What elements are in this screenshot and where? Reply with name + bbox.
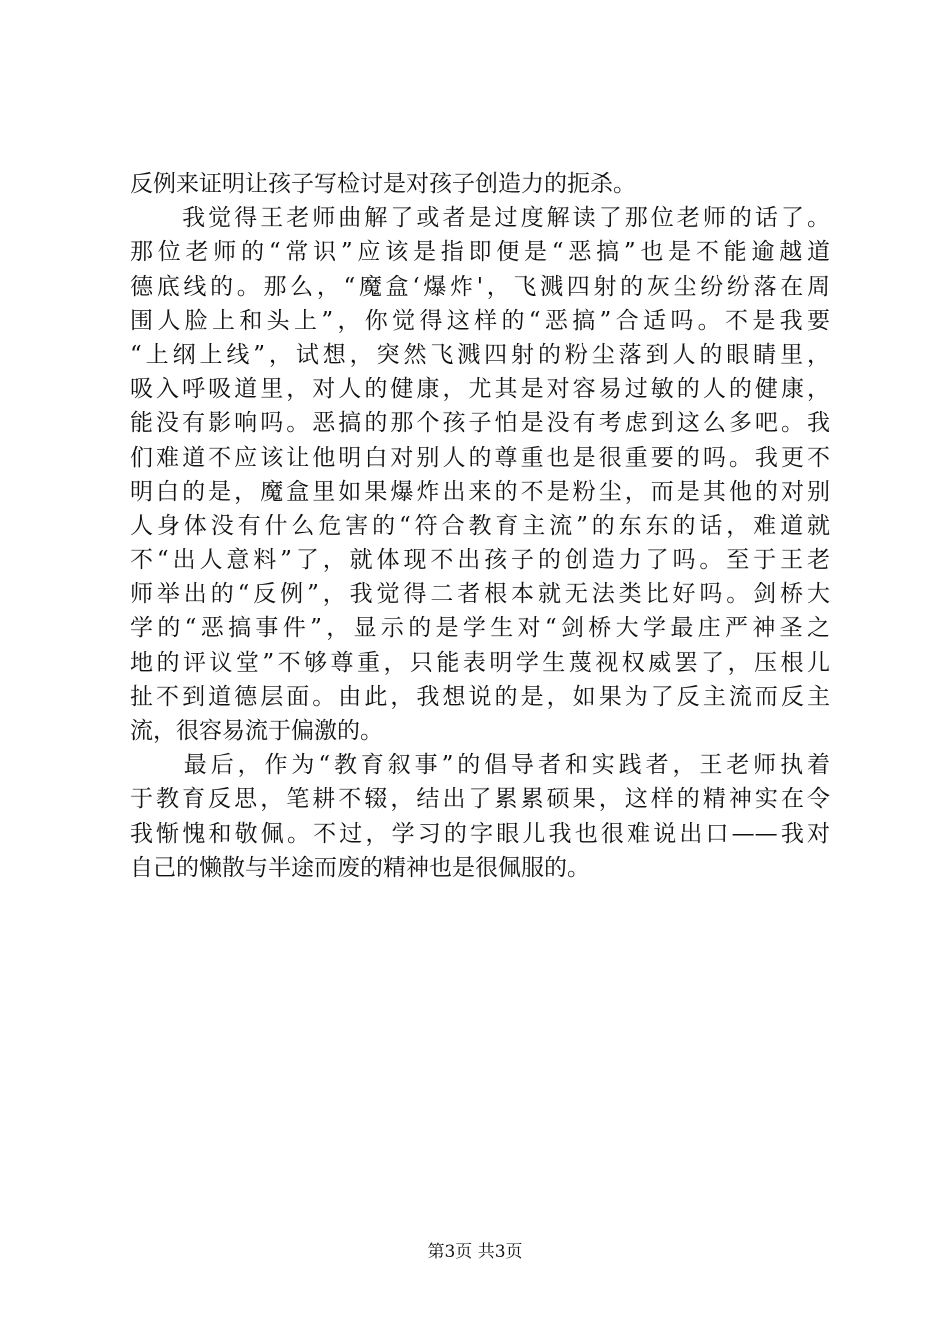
text-line: 那位老师的“常识”应该是指即便是“恶搞”也是不能逾越道 xyxy=(130,239,830,266)
text-line: 最后，作为“教育叙事”的倡导者和实践者，王老师执着 xyxy=(130,752,830,779)
text-line: 我惭愧和敬佩。不过，学习的字眼儿我也很难说出口——我对 xyxy=(130,820,830,847)
text-line: 吸入呼吸道里，对人的健康，尤其是对容易过敏的人的健康， xyxy=(130,376,830,403)
text-line: 地的评议堂”不够尊重，只能表明学生蔑视权威罢了，压根儿 xyxy=(130,649,830,676)
text-line: 流，很容易流于偏激的。 xyxy=(130,718,383,744)
text-line: 我觉得王老师曲解了或者是过度解读了那位老师的话了。 xyxy=(130,205,830,232)
text-line: 师举出的“反例”，我觉得二者根本就无法类比好吗。剑桥大 xyxy=(130,581,830,608)
text-line: “上纲上线”，试想，突然飞溅四射的粉尘落到人的眼睛里， xyxy=(130,341,830,368)
text-line: 不“出人意料”了，就体现不出孩子的创造力了吗。至于王老 xyxy=(130,547,830,574)
text-line: 围人脸上和头上”，你觉得这样的“恶搞”合适吗。不是我要 xyxy=(130,307,830,334)
text-line: 能没有影响吗。恶搞的那个孩子怕是没有考虑到这么多吧。我 xyxy=(130,410,830,437)
page-number-footer: 第3页 共3页 xyxy=(427,1242,523,1262)
text-line: 人身体没有什么危害的“符合教育主流”的东东的话，难道就 xyxy=(130,512,830,539)
text-line: 反例来证明让孩子写检讨是对孩子创造力的扼杀。 xyxy=(130,171,636,197)
text-line: 扯不到道德层面。由此，我想说的是，如果为了反主流而反主 xyxy=(130,683,830,710)
text-line: 们难道不应该让他明白对别人的尊重也是很重要的吗。我更不 xyxy=(130,444,830,471)
text-line: 明白的是，魔盒里如果爆炸出来的不是粉尘，而是其他的对别 xyxy=(130,478,830,505)
text-line: 自己的懒散与半途而废的精神也是很佩服的。 xyxy=(130,854,590,881)
text-line: 于教育反思，笔耕不辍，结出了累累硕果，这样的精神实在令 xyxy=(130,786,830,813)
text-line: 学的“恶搞事件”，显示的是学生对“剑桥大学最庄严神圣之 xyxy=(130,615,830,642)
text-line: 德底线的。那么，“魔盒‘爆炸'，飞溅四射的灰尘纷纷落在周 xyxy=(130,273,830,300)
body-text xyxy=(130,167,830,885)
